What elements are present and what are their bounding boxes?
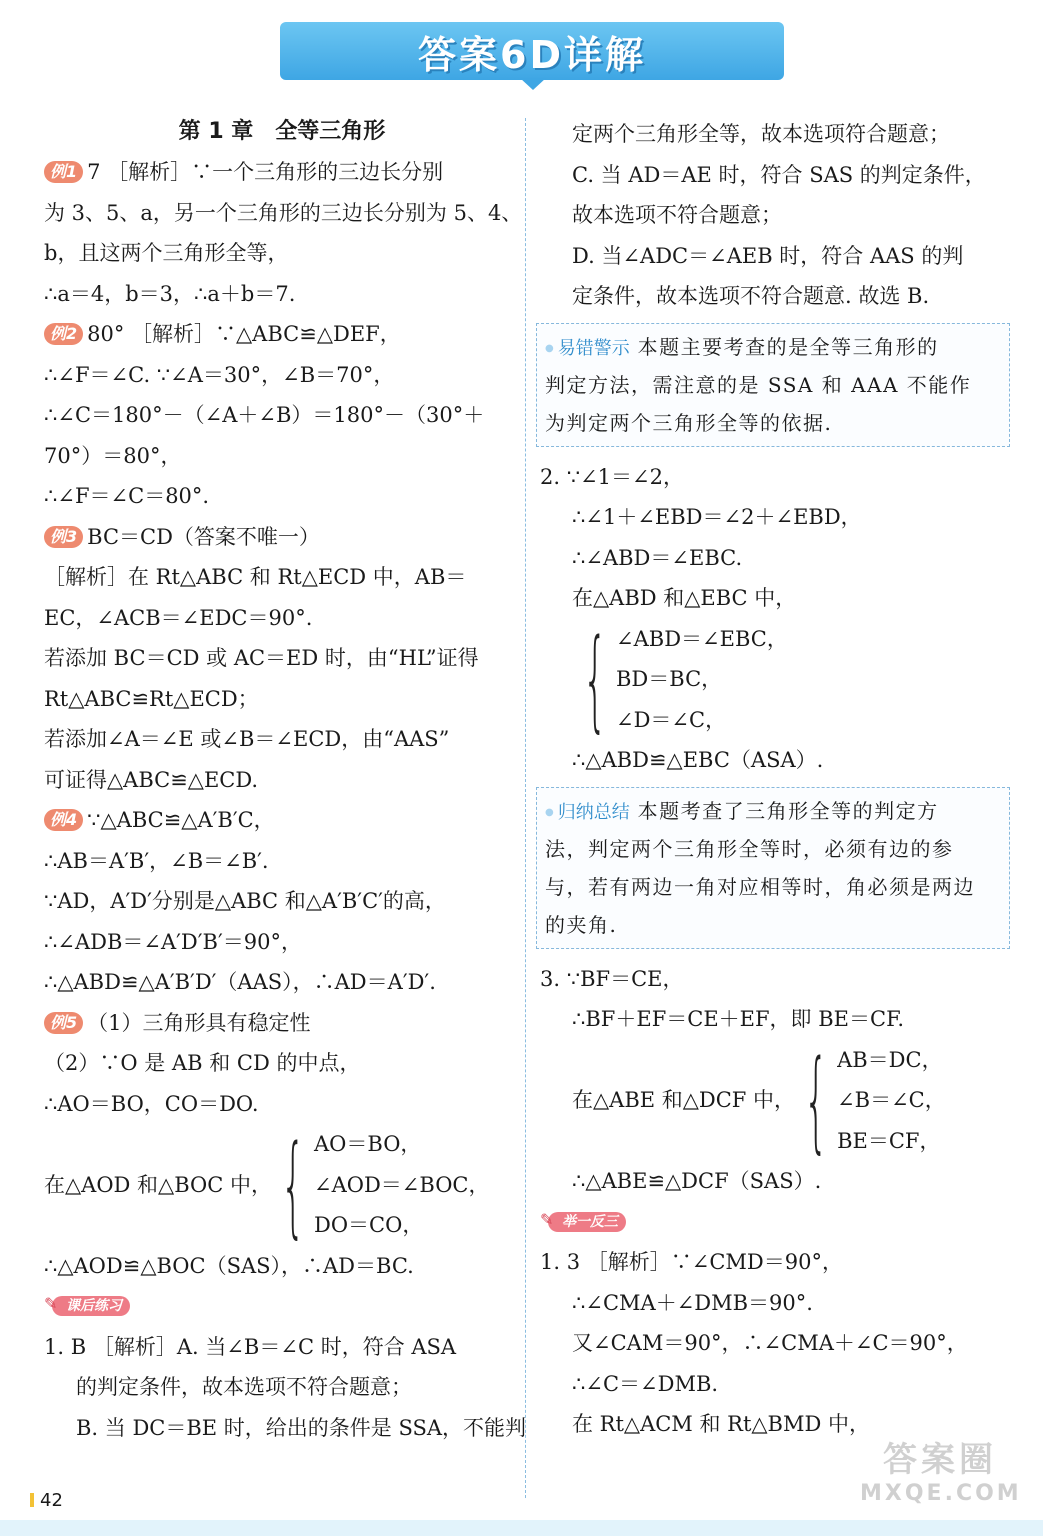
example-5-line-2: （2）∵O 是 AB 和 CD 的中点， [44,1051,361,1075]
example-2-line-4: 70°）＝80°， [44,443,182,468]
pen-icon: ✎ [44,1294,58,1314]
example-4-tag: 例4 [44,809,83,831]
practice-1-cont-line-5: 定条件，故本选项不符合题意. 故选 B. [572,284,930,308]
example-5-tag: 例5 [44,1012,83,1034]
practice-2-line-1: 2. ∵∠1＝∠2， [540,464,684,489]
tip-common-mistake-line-3: 为判定两个三角形全等的依据. [545,410,833,435]
practice-3-eq-1: AB＝DC， [837,1047,943,1072]
example-3-line-6: 若添加∠A＝∠E 或∠B＝∠ECD，由“AAS” [44,727,450,751]
practice-1-cont-line-4: D. 当∠ADC＝∠AEB 时，符合 AAS 的判 [572,243,964,268]
column-divider [525,118,526,1498]
tip-summary-line-4: 的夹角. [545,912,618,937]
example-2-line-5: ∴∠F＝∠C＝80°. [44,484,210,508]
example-2-line-3: ∴∠C＝180°－（∠A＋∠B）＝180°－（30°＋ [44,403,485,427]
tip-summary-line-2: 法，判定两个三角形全等时，必须有边的参 [545,836,954,861]
practice-1-cont-line-1: 定两个三角形全等，故本选项符合题意； [572,122,950,146]
example-2-line-2: ∴∠F＝∠C. ∵∠A＝30°，∠B＝70°， [44,362,395,387]
chapter-title: 第 1 章 全等三角形 [178,119,386,144]
practice-3-line-2: ∴BF＋EF＝CE＋EF，即 BE＝CF. [572,1007,905,1031]
banner-notch [520,78,546,90]
watermark-logo: 答案圈 MXQE.COM [860,1440,1022,1506]
extension-1-line-3: 又∠CAM＝90°，∴∠CMA＋∠C＝90°， [572,1331,968,1355]
example-1-line-2: 为 3、5、a，另一个三角形的三边长分别为 5、4、 [44,200,523,225]
section-after-class-label: ✎ 课后练习 [52,1296,130,1316]
practice-3-system-prefix: 在△ABE 和△DCF 中， [572,1088,796,1112]
example-2-tag: 例2 [44,323,83,345]
practice-1-line-1: 1. B ［解析］A. 当∠B＝∠C 时，符合 ASA [44,1334,457,1359]
example-3-tag: 例3 [44,526,83,548]
left-brace: { [280,1120,306,1249]
example-5-line-4: ∴△AOD≌△BOC（SAS），∴AD＝BC. [44,1253,414,1278]
section-extension-label: ✎ 举一反三 [548,1212,626,1232]
practice-2-line-4: 在△ABD 和△EBC 中， [572,586,797,610]
header-banner [280,22,784,80]
practice-1-cont-line-3: 故本选项不符合题意； [572,203,782,227]
example-3-line-4: 若添加 BC＝CD 或 AC＝ED 时，由“HL”证得 [44,646,479,670]
example-4-line-5: ∴△ABD≌△A′B′D′（AAS），∴AD＝A′D′. [44,970,436,994]
example-3-line-3: EC，∠ACB＝∠EDC＝90°. [44,605,313,630]
practice-3-eq-3: BE＝CF， [837,1128,941,1153]
practice-3-system [540,1036,1006,1165]
practice-2-eq-2: BD＝BC， [616,667,723,691]
example-3-line-2: ［解析］在 Rt△ABC 和 Rt△ECD 中，AB＝ [44,565,467,589]
practice-3-line-1: 3. ∵BF＝CE， [540,966,684,991]
practice-2-line-3: ∴∠ABD＝∠EBC. [572,545,743,570]
example-5-eq-1: AO＝BO， [313,1132,422,1156]
tip-summary-tag: ● 归纳总结 [545,802,630,823]
extension-1-line-5: 在 Rt△ACM 和 Rt△BMD 中， [572,1412,871,1436]
example-3-line-5: Rt△ABC≌Rt△ECD； [44,686,259,711]
left-brace: { [803,1036,829,1165]
footer-bar [0,1520,1043,1536]
banner-title: 答案6D详解 [418,32,646,77]
example-1-line-3: b，且这两个三角形全等， [44,241,289,265]
left-brace: { [582,615,608,744]
practice-2-line-5: ∴△ABD≌△EBC（ASA）. [572,748,824,772]
practice-2-eq-1: ∠ABD＝∠EBC， [616,626,788,651]
page-number: 42 [30,1490,63,1511]
example-4-line-3: ∵AD，A′D′分别是△ABC 和△A′B′C′的高， [44,889,446,913]
left-column [44,112,527,1448]
practice-3-line-3: ∴△ABE≌△DCF（SAS）. [572,1169,822,1193]
section-after-class [44,1286,510,1327]
example-5-eq-3: DO＝CO， [313,1213,424,1237]
example-1-line-1: 例1 7 ［解析］∵一个三角形的三边长分别 [44,152,510,193]
example-5-line-3: ∴AO＝BO，CO＝DO. [44,1091,259,1116]
tip-common-mistake-tag: ● 易错警示 [545,338,630,359]
tip-common-mistake: ● 易错警示 本题主要考查的是全等三角形的 判定方法，需注意的是 SSA 和 AAA 不能作 为判定两个三角形全等的依据. [536,323,1010,447]
tip-summary-line-3: 与，若有两边一角对应相等时，角必须是两边 [545,874,975,899]
example-2-line-1: 例2 80° ［解析］∵△ABC≌△DEF， [44,314,510,355]
extension-1-line-4: ∴∠C＝∠DMB. [572,1371,719,1396]
tip-summary: ● 归纳总结 本题考查了三角形全等的判定方 法，判定两个三角形全等时，必须有边的参 与，若有两边一角对应相等时，角必须是两边 的夹角. [536,787,1010,949]
practice-1-line-2: 的判定条件，故本选项不符合题意； [76,1375,412,1399]
example-5-eq-2: ∠AOD＝∠BOC， [313,1172,490,1197]
practice-1-cont-line-2: C. 当 AD＝AE 时，符合 SAS 的判定条件， [572,162,986,187]
practice-3-eq-2: ∠B＝∠C， [837,1088,946,1112]
example-1-line-4: ∴a＝4，b＝3，∴a＋b＝7. [44,281,296,306]
pen-icon: ✎ [540,1209,554,1229]
example-5-system-prefix: 在△AOD 和△BOC 中， [44,1172,272,1197]
right-column [540,114,1006,1445]
example-4-line-2: ∴AB＝A′B′，∠B＝∠B′. [44,848,269,873]
practice-2-line-2: ∴∠1＋∠EBD＝∠2＋∠EBD， [572,505,862,529]
example-1-tag: 例1 [44,161,83,183]
example-4-line-1: 例4 ∵△ABC≌△A′B′C， [44,800,510,841]
practice-2-system [540,615,1006,744]
example-3-line-7: 可证得△ABC≌△ECD. [44,767,259,792]
example-3-line-1: 例3 BC＝CD（答案不唯一） [44,517,510,558]
tip-common-mistake-line-2: 判定方法，需注意的是 SSA 和 AAA 不能作 [545,372,972,397]
practice-1-line-3: B. 当 DC＝BE 时，给出的条件是 SSA，不能判 [76,1415,527,1440]
example-5-line-1: 例5 （1）三角形具有稳定性 [44,1003,510,1044]
example-4-line-4: ∴∠ADB＝∠A′D′B′＝90°， [44,929,302,954]
section-extension [540,1202,1006,1243]
extension-1-line-2: ∴∠CMA＋∠DMB＝90°. [572,1290,813,1315]
extension-1-line-1: 1. 3 ［解析］∵∠CMD＝90°， [540,1250,843,1274]
example-5-system [44,1120,510,1249]
practice-2-eq-3: ∠D＝∠C， [616,707,727,732]
